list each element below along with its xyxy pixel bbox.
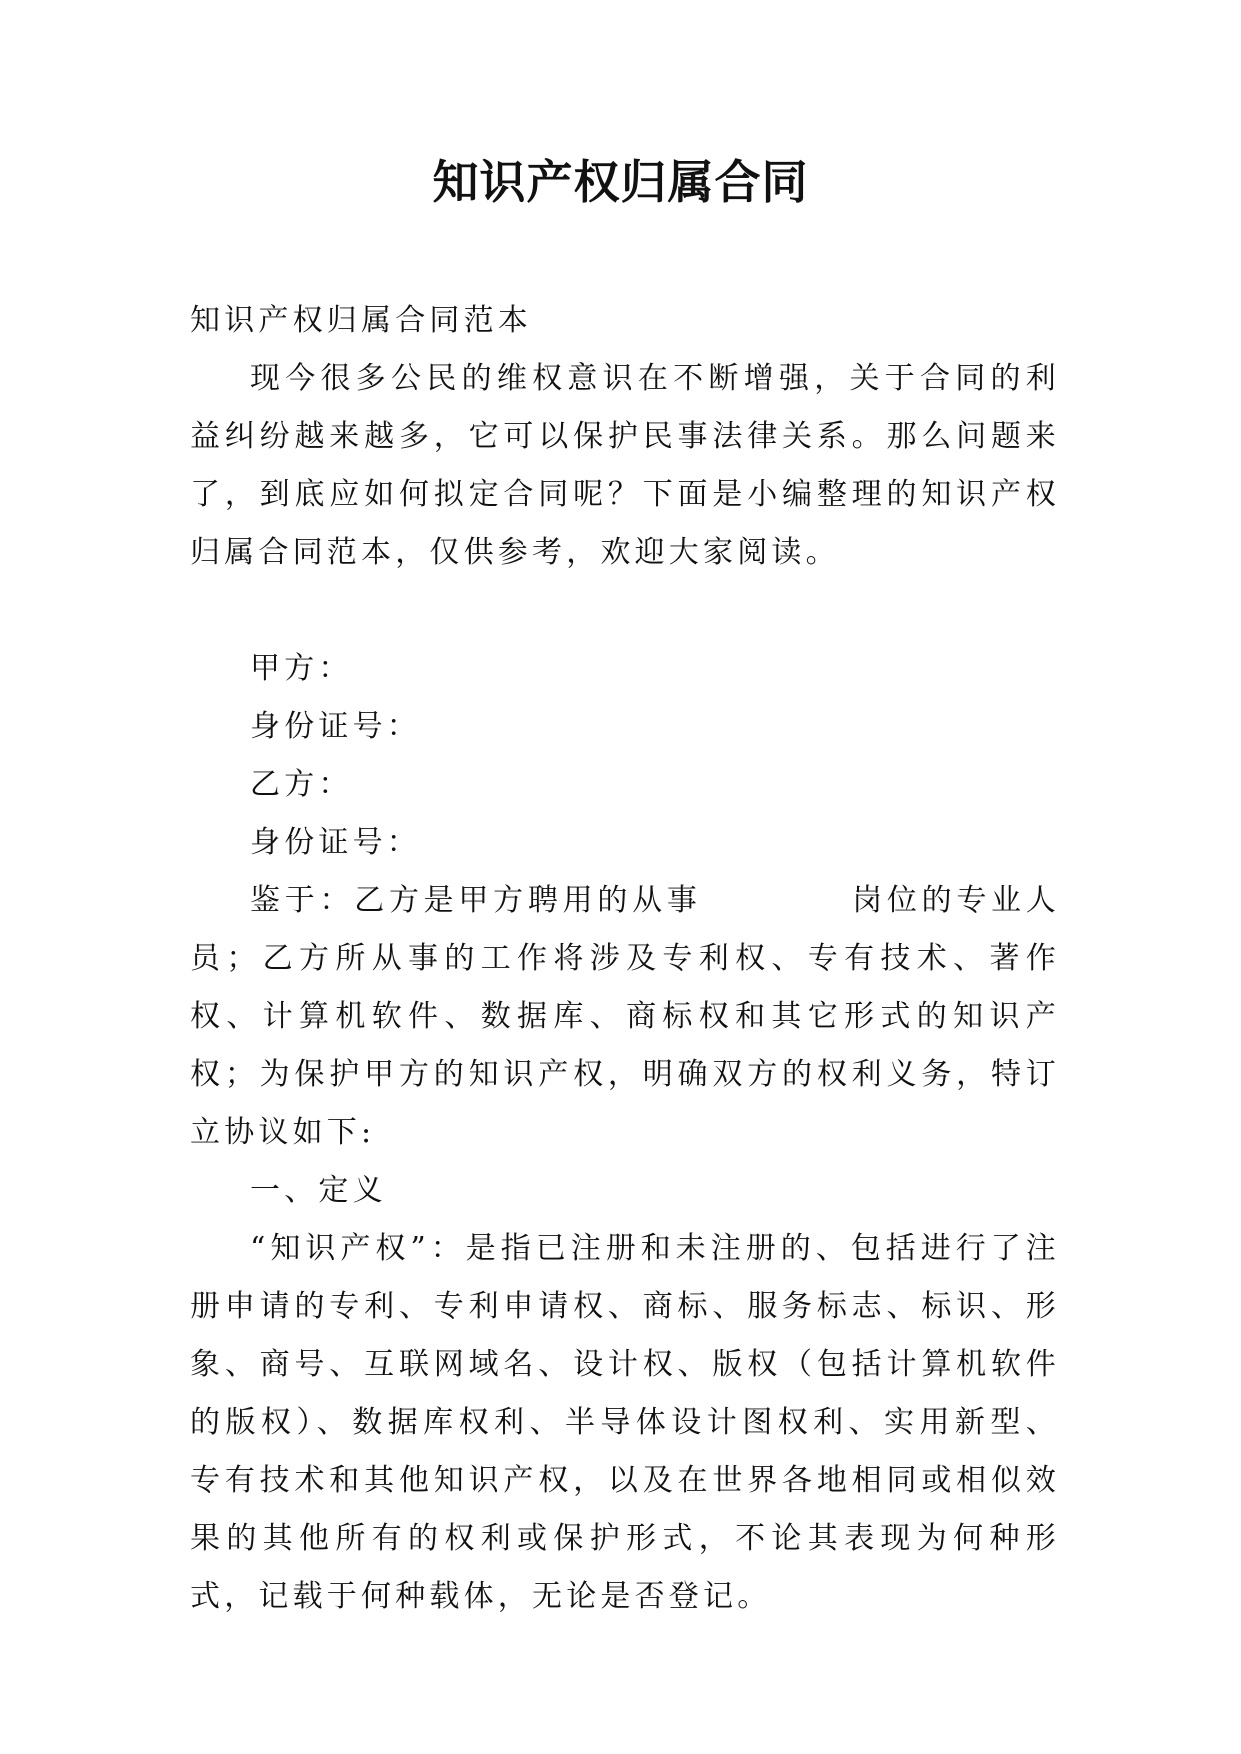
- intro-paragraph: 现今很多公民的维权意识在不断增强，关于合同的利益纠纷越来越多，它可以保护民事法律关系。那么问题来了，到底应如何拟定合同呢？下面是小编整理的知识产权归属合同范本，仅供参考，欢迎大家阅读。: [190, 361, 1060, 570]
- paragraph-gap: [190, 582, 1060, 640]
- document-subtitle: 知识产权归属合同范本: [190, 303, 532, 338]
- document-body: [190, 292, 1060, 1626]
- party-a-field: 甲方：: [250, 651, 353, 686]
- whereas-paragraph: [190, 872, 1060, 1162]
- definition-paragraph: “知识产权”：是指已注册和未注册的、包括进行了注册申请的专利、专利申请权、商标、服务标志、标识、形象、商号、互联网域名、设计权、版权（包括计算机软件的版权）、数据库权利、半导体设计图权利、实用新型、专有技术和其他知识产权，以及在世界各地相同或相似效果的其他所有的权利或保护形式，不论其表现为何种形式，记载于何种载体，无论是否登记。: [190, 1231, 1060, 1614]
- party-b-id-field: 身份证号：: [250, 825, 421, 860]
- party-a-id-field: 身份证号：: [250, 709, 421, 744]
- party-b-field: 乙方：: [250, 767, 353, 802]
- document-title: 知识产权归属合同: [432, 155, 809, 209]
- section-heading-definitions: 一、定义: [250, 1173, 387, 1208]
- whereas-text-end: 岗位的专业人员；乙方所从事的工作将涉及专利权、专有技术、著作权、计算机软件、数据库、商标权和其它形式的知识产权；为保护甲方的知识产权，明确双方的权利义务，特订立协议如下:: [190, 883, 1060, 1150]
- whereas-text-start: 鉴于：乙方是甲方聘用的从事: [250, 883, 702, 918]
